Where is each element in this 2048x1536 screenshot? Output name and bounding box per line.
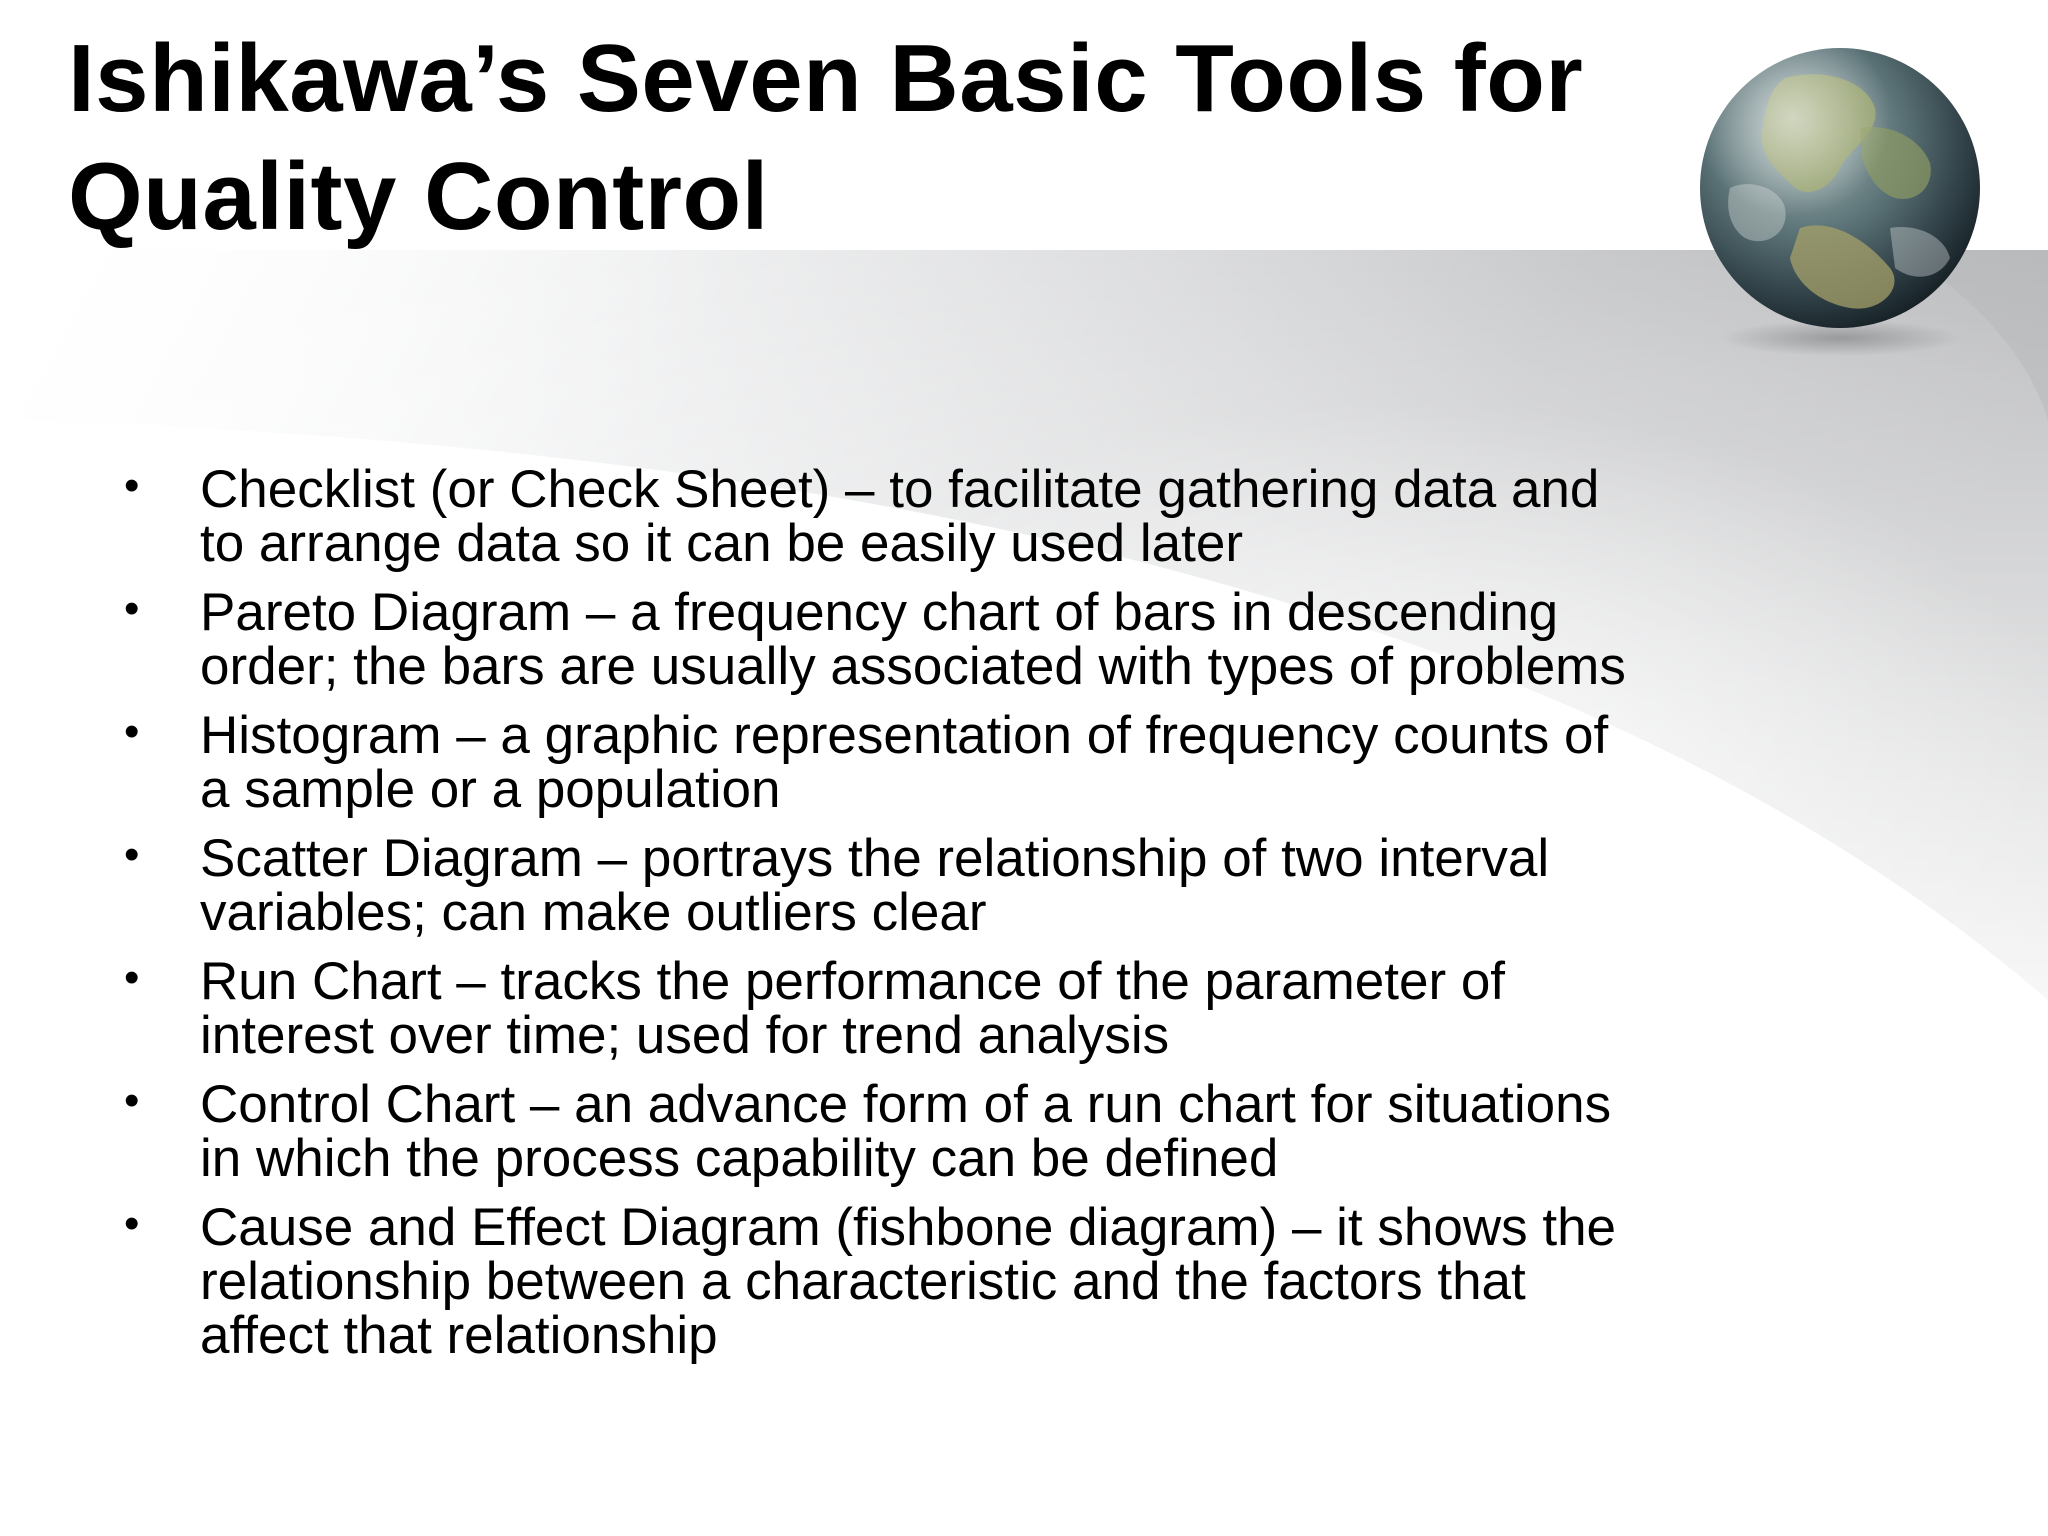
bullet-line: Cause and Effect Diagram (fishbone diagram) – it shows the bbox=[200, 1198, 1617, 1257]
bullet-icon: • bbox=[124, 1076, 140, 1125]
bullet-line: order; the bars are usually associated with types of problems bbox=[200, 637, 1626, 696]
list-item bbox=[120, 952, 1760, 1065]
list-item bbox=[120, 706, 1760, 819]
bullet-line: to arrange data so it can be easily used later bbox=[200, 514, 1243, 573]
title-line: Quality Control bbox=[68, 143, 769, 250]
bullet-line: Checklist (or Check Sheet) – to facilitate gathering data and bbox=[200, 460, 1600, 519]
bullet-line: variables; can make outliers clear bbox=[200, 883, 987, 942]
bullet-icon: • bbox=[124, 707, 140, 756]
title-line: Ishikawa’s Seven Basic Tools for bbox=[68, 25, 1584, 132]
list-item bbox=[120, 460, 1760, 573]
bullet-list bbox=[120, 460, 1760, 1378]
list-item bbox=[120, 583, 1760, 696]
bullet-line: relationship between a characteristic and the factors that bbox=[200, 1252, 1526, 1311]
bullet-icon: • bbox=[124, 1199, 140, 1248]
bullet-line: in which the process capability can be defined bbox=[200, 1129, 1279, 1188]
list-item bbox=[120, 1198, 1760, 1365]
bullet-line: interest over time; used for trend analysis bbox=[200, 1006, 1170, 1065]
bullet-icon: • bbox=[124, 584, 140, 633]
bullet-line: Scatter Diagram – portrays the relationship of two interval bbox=[200, 829, 1550, 888]
bullet-icon: • bbox=[124, 953, 140, 1002]
bullet-line: Histogram – a graphic representation of frequency counts of bbox=[200, 706, 1609, 765]
bullet-icon: • bbox=[124, 461, 140, 510]
page-title bbox=[68, 20, 1688, 256]
bullet-line: a sample or a population bbox=[200, 760, 781, 819]
bullet-line: Run Chart – tracks the performance of the parameter of bbox=[200, 952, 1506, 1011]
bullet-icon: • bbox=[124, 830, 140, 879]
list-item bbox=[120, 829, 1760, 942]
bullet-line: affect that relationship bbox=[200, 1306, 718, 1365]
list-item bbox=[120, 1075, 1760, 1188]
globe-icon bbox=[1690, 38, 1990, 358]
bullet-line: Control Chart – an advance form of a run chart for situations bbox=[200, 1075, 1612, 1134]
bullet-line: Pareto Diagram – a frequency chart of bars in descending bbox=[200, 583, 1559, 642]
